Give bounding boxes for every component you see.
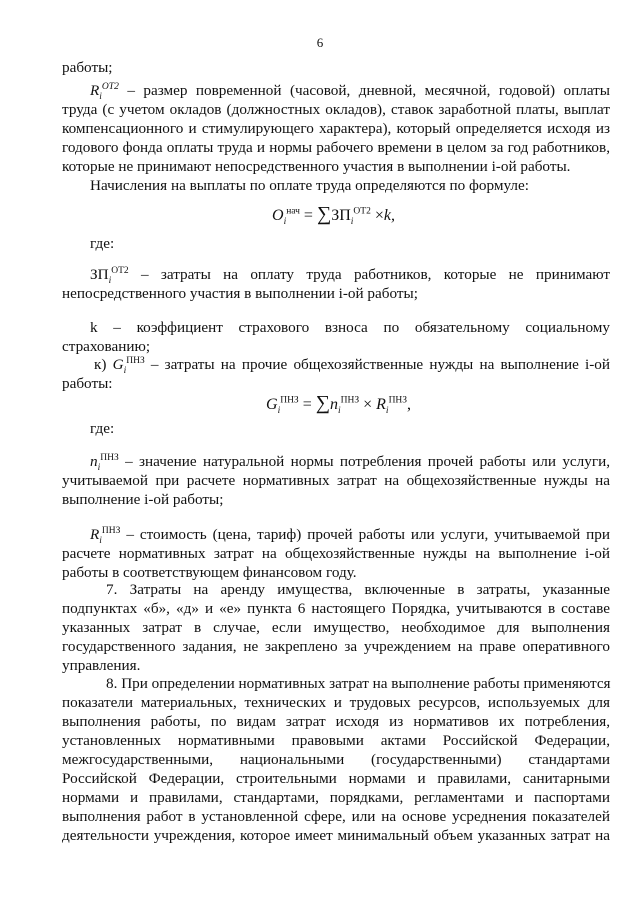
text-line: межгосударственными, национальными (государственными) стандартами [62,751,610,768]
text-line: расчете нормативных затрат на общехозяйственные нужды на выполнение i-ой [62,545,610,562]
text-line: учитываемой при расчете нормативных затрат на общехозяйственные нужды на [62,472,610,489]
page-number: 6 [316,35,324,50]
text-line: выполнение i-ой работы; [62,491,224,508]
text-line: государственного задания, не закреплено за учреждением на праве оперативного [62,638,610,655]
text-line: $ЗП_i^{ОТ2}$ – затраты на оплату труда работников, которые не принимают [90,265,610,287]
definition-r-pnz [62,525,610,582]
text-line: страхованию; [62,338,151,355]
where-label: где: [90,235,115,252]
definition-zp-ot2 [62,265,610,303]
formula-accruals: $O_i^{нач} = \sum ЗП_i^{ОТ2} \times k$, [272,203,395,228]
text-line: выполнения работы, по видам затрат исходя из нормативов их потребления, [62,713,610,730]
text-line: годового фонда оплаты труда и нормы рабочего времени в целом за год работников, [62,139,610,156]
where-label: где: [90,420,115,437]
text-line: $n_i^{ПНЗ}$ – значение натуральной нормы потребления прочей работы или услуги, [90,452,610,474]
definition-k [62,318,610,356]
text-line: нормами и правилами, стандартами, порядками, регламентами и паспортами [62,789,610,806]
text-line: Начисления на выплаты по оплате труда определяются по формуле: [90,177,529,194]
symbol-g: $G_i^{ПНЗ}$ [112,355,145,377]
paragraph-8 [62,674,610,845]
text-line: компенсационного и стимулирующего характера), который определяется исходя из [62,120,610,137]
symbol-n: $n_i^{ПНЗ}$ [90,452,119,474]
text-line: Российской Федерации, строительными нормами и правилами, санитарными [62,770,610,787]
paragraph-continuation [62,58,610,77]
text-line: $R_i^{ПНЗ}$ – стоимость (цена, тариф) прочей работы или услуги, учитываемой при [90,525,610,547]
formula-other-costs: $G_i^{ПНЗ} = \sum n_i^{ПНЗ} \times R_i^{ПНЗ}$, [266,392,412,417]
accruals-paragraph [62,176,638,195]
paragraph-7 [62,580,610,675]
definition-r-ot2 [62,81,610,176]
text-line: работы; [62,59,113,76]
text-line: 7. Затраты на аренду имущества, включенные в затраты, указанные [106,581,610,598]
text-line: $R_i^{ОТ2}$ – размер повременной (часовой, дневной, месячной, годовой) оплаты [90,81,611,103]
text-line: деятельности учреждения, которое имеет минимальный объем указанных затрат на [62,827,610,844]
text-line: показатели материальных, технических и трудовых ресурсов, используемых для [62,694,610,711]
symbol-zp: $ЗП_i^{ОТ2}$ [90,265,129,287]
text-line: непосредственного участия в выполнении i-ой работы; [62,285,418,302]
text-line: указанных затрат в случае, если имущество, необходимое для выполнения [62,619,610,636]
symbol-r: $R_i^{ОТ2}$ [90,81,119,103]
text-line: которые не принимают непосредственного участия в выполнении i-ой работы. [62,158,571,175]
text-line: к) $G_i^{ПНЗ}$ – затраты на прочие общехозяйственные нужды на выполнение i-ой [94,355,611,377]
text-line: установленных нормативными правовыми актами Российской Федерации, [62,732,610,749]
text-line: труда (с учетом окладов (должностных окладов), ставок заработной платы, выплат [62,101,610,118]
text-line: подпунктах «б», «д» и «е» пункта 6 настоящего Порядка, учитываются в составе [62,600,610,617]
text-line: выполнения работ в установленной сфере, или на основе усреднения показателей [62,808,610,825]
symbol-r: $R_i^{ПНЗ}$ [90,525,121,547]
text-line: управления. [62,657,141,674]
item-k-other-costs [62,355,610,393]
text-line: 8. При определении нормативных затрат на выполнение работы применяются [106,675,611,692]
item-label: к) [94,356,107,373]
definition-n-pnz [62,452,610,509]
text-line: работы: [62,375,113,392]
text-line: работы в соответствующем финансовом году. [62,564,357,581]
text-line: k – коэффициент страхового взноса по обязательному социальному [90,319,610,336]
